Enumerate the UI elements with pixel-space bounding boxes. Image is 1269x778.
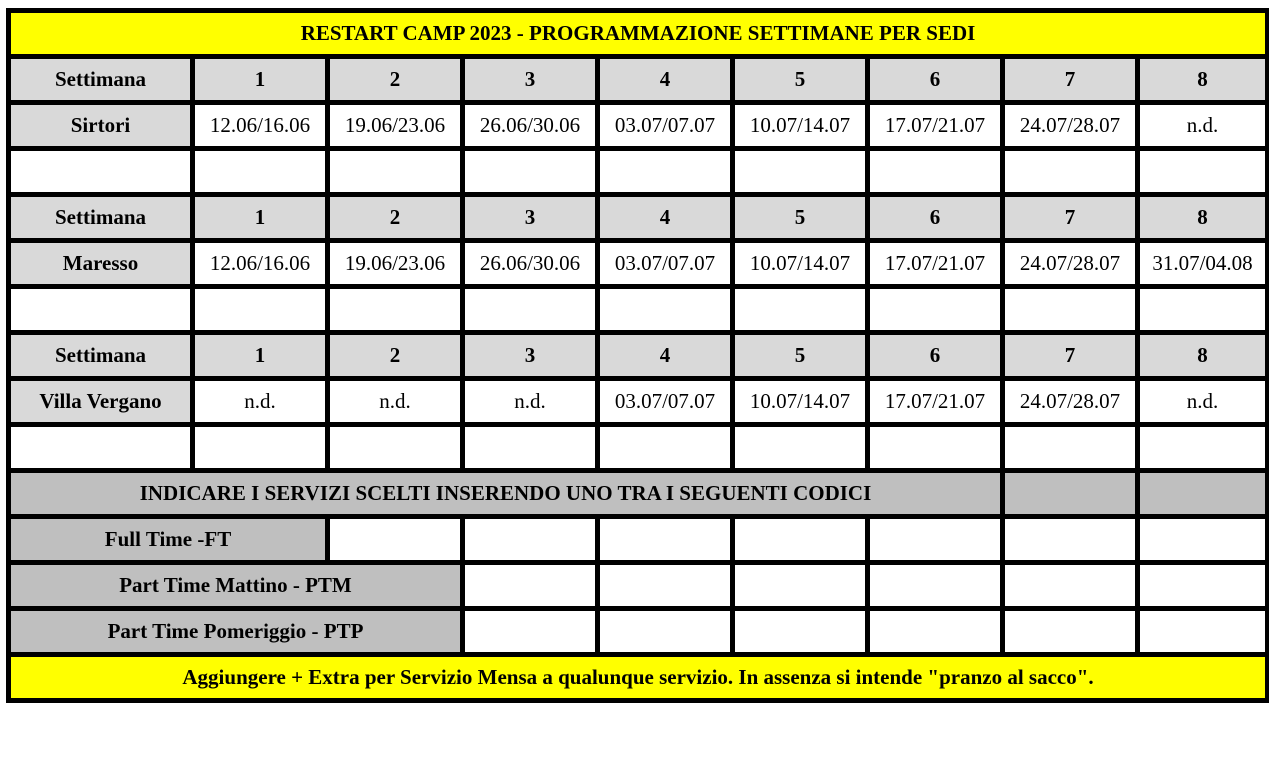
selection-row [9,425,1268,471]
week-number: 2 [328,195,463,241]
week-date-cell: 12.06/16.06 [193,103,328,149]
week-selection-cell[interactable] [328,149,463,195]
week-number: 4 [598,57,733,103]
week-number: 5 [733,333,868,379]
service-entry-cell[interactable] [598,609,733,655]
week-selection-cell[interactable] [328,287,463,333]
week-selection-cell[interactable] [1003,149,1138,195]
week-date-cell: 10.07/14.07 [733,103,868,149]
week-number: 8 [1138,195,1268,241]
week-number: 8 [1138,333,1268,379]
week-selection-cell[interactable] [598,287,733,333]
service-entry-cell[interactable] [733,517,868,563]
week-selection-cell[interactable] [463,149,598,195]
week-number: 1 [193,333,328,379]
week-date-cell: 24.07/28.07 [1003,379,1138,425]
footer-note: Aggiungere + Extra per Servizio Mensa a qualunque servizio. In assenza si intende "pranzo al sacco". [9,655,1268,701]
week-selection-cell[interactable] [193,287,328,333]
week-number: 6 [868,333,1003,379]
week-selection-cell[interactable] [733,425,868,471]
week-number: 8 [1138,57,1268,103]
week-date-cell: 03.07/07.07 [598,379,733,425]
service-row [9,609,1268,655]
week-selection-cell[interactable] [1138,425,1268,471]
week-selection-cell[interactable] [1003,287,1138,333]
week-number: 2 [328,333,463,379]
service-entry-cell[interactable] [868,563,1003,609]
week-selection-cell[interactable] [1138,149,1268,195]
services-heading-row [9,471,1268,517]
week-selection-cell[interactable] [868,287,1003,333]
selection-row [9,287,1268,333]
service-entry-cell[interactable] [1138,563,1268,609]
service-entry-cell[interactable] [733,563,868,609]
week-selection-cell[interactable] [193,149,328,195]
service-entry-cell[interactable] [1003,609,1138,655]
week-header-row [9,195,1268,241]
week-date-cell: 31.07/04.08 [1138,241,1268,287]
services-heading-filler [1003,471,1138,517]
week-number: 1 [193,57,328,103]
week-header-row [9,333,1268,379]
week-number: 3 [463,57,598,103]
site-selection-label-cell [9,149,193,195]
site-name: Villa Vergano [9,379,193,425]
service-row [9,517,1268,563]
service-entry-cell[interactable] [463,517,598,563]
week-selection-cell[interactable] [193,425,328,471]
service-row [9,563,1268,609]
service-entry-cell[interactable] [1138,609,1268,655]
selection-row [9,149,1268,195]
services-heading: INDICARE I SERVIZI SCELTI INSERENDO UNO TRA I SEGUENTI CODICI [9,471,1003,517]
week-number: 2 [328,57,463,103]
week-number: 1 [193,195,328,241]
week-label: Settimana [9,57,193,103]
week-date-cell: n.d. [463,379,598,425]
week-number: 7 [1003,57,1138,103]
site-name: Maresso [9,241,193,287]
week-number: 4 [598,195,733,241]
week-selection-cell[interactable] [1138,287,1268,333]
service-entry-cell[interactable] [1138,517,1268,563]
week-date-cell: 26.06/30.06 [463,103,598,149]
site-dates-row [9,379,1268,425]
service-entry-cell[interactable] [328,517,463,563]
week-selection-cell[interactable] [868,149,1003,195]
service-entry-cell[interactable] [868,517,1003,563]
week-label: Settimana [9,195,193,241]
week-selection-cell[interactable] [463,287,598,333]
week-selection-cell[interactable] [868,425,1003,471]
service-entry-cell[interactable] [733,609,868,655]
week-number: 5 [733,195,868,241]
week-date-cell: 03.07/07.07 [598,103,733,149]
site-name: Sirtori [9,103,193,149]
week-date-cell: n.d. [1138,379,1268,425]
site-dates-row [9,103,1268,149]
week-date-cell: 24.07/28.07 [1003,103,1138,149]
week-number: 3 [463,333,598,379]
site-selection-label-cell [9,425,193,471]
week-date-cell: 10.07/14.07 [733,379,868,425]
week-number: 7 [1003,333,1138,379]
week-date-cell: 17.07/21.07 [868,241,1003,287]
service-entry-cell[interactable] [463,563,598,609]
services-heading-filler [1138,471,1268,517]
week-date-cell: 24.07/28.07 [1003,241,1138,287]
service-entry-cell[interactable] [598,563,733,609]
week-number: 3 [463,195,598,241]
week-number: 6 [868,195,1003,241]
week-date-cell: 17.07/21.07 [868,379,1003,425]
week-date-cell: 12.06/16.06 [193,241,328,287]
week-number: 4 [598,333,733,379]
week-number: 5 [733,57,868,103]
service-entry-cell[interactable] [598,517,733,563]
week-date-cell: n.d. [328,379,463,425]
service-code-label: Full Time -FT [9,517,328,563]
week-selection-cell[interactable] [598,425,733,471]
title-row [9,11,1268,57]
site-dates-row [9,241,1268,287]
service-code-label: Part Time Pomeriggio - PTP [9,609,463,655]
service-code-label: Part Time Mattino - PTM [9,563,463,609]
week-number: 6 [868,57,1003,103]
week-label: Settimana [9,333,193,379]
week-date-cell: 17.07/21.07 [868,103,1003,149]
week-date-cell: n.d. [193,379,328,425]
schedule-table [6,8,1269,703]
week-selection-cell[interactable] [1003,425,1138,471]
service-entry-cell[interactable] [1003,563,1138,609]
week-date-cell: 19.06/23.06 [328,103,463,149]
week-header-row [9,57,1268,103]
week-date-cell: n.d. [1138,103,1268,149]
footer-row [9,655,1268,701]
week-selection-cell[interactable] [598,149,733,195]
week-selection-cell[interactable] [733,149,868,195]
week-date-cell: 19.06/23.06 [328,241,463,287]
week-number: 7 [1003,195,1138,241]
week-date-cell: 03.07/07.07 [598,241,733,287]
site-selection-label-cell [9,287,193,333]
week-selection-cell[interactable] [733,287,868,333]
table-title: RESTART CAMP 2023 - PROGRAMMAZIONE SETTIMANE PER SEDI [9,11,1268,57]
service-entry-cell[interactable] [1003,517,1138,563]
service-entry-cell[interactable] [463,609,598,655]
week-selection-cell[interactable] [328,425,463,471]
service-entry-cell[interactable] [868,609,1003,655]
week-date-cell: 26.06/30.06 [463,241,598,287]
week-selection-cell[interactable] [463,425,598,471]
week-date-cell: 10.07/14.07 [733,241,868,287]
